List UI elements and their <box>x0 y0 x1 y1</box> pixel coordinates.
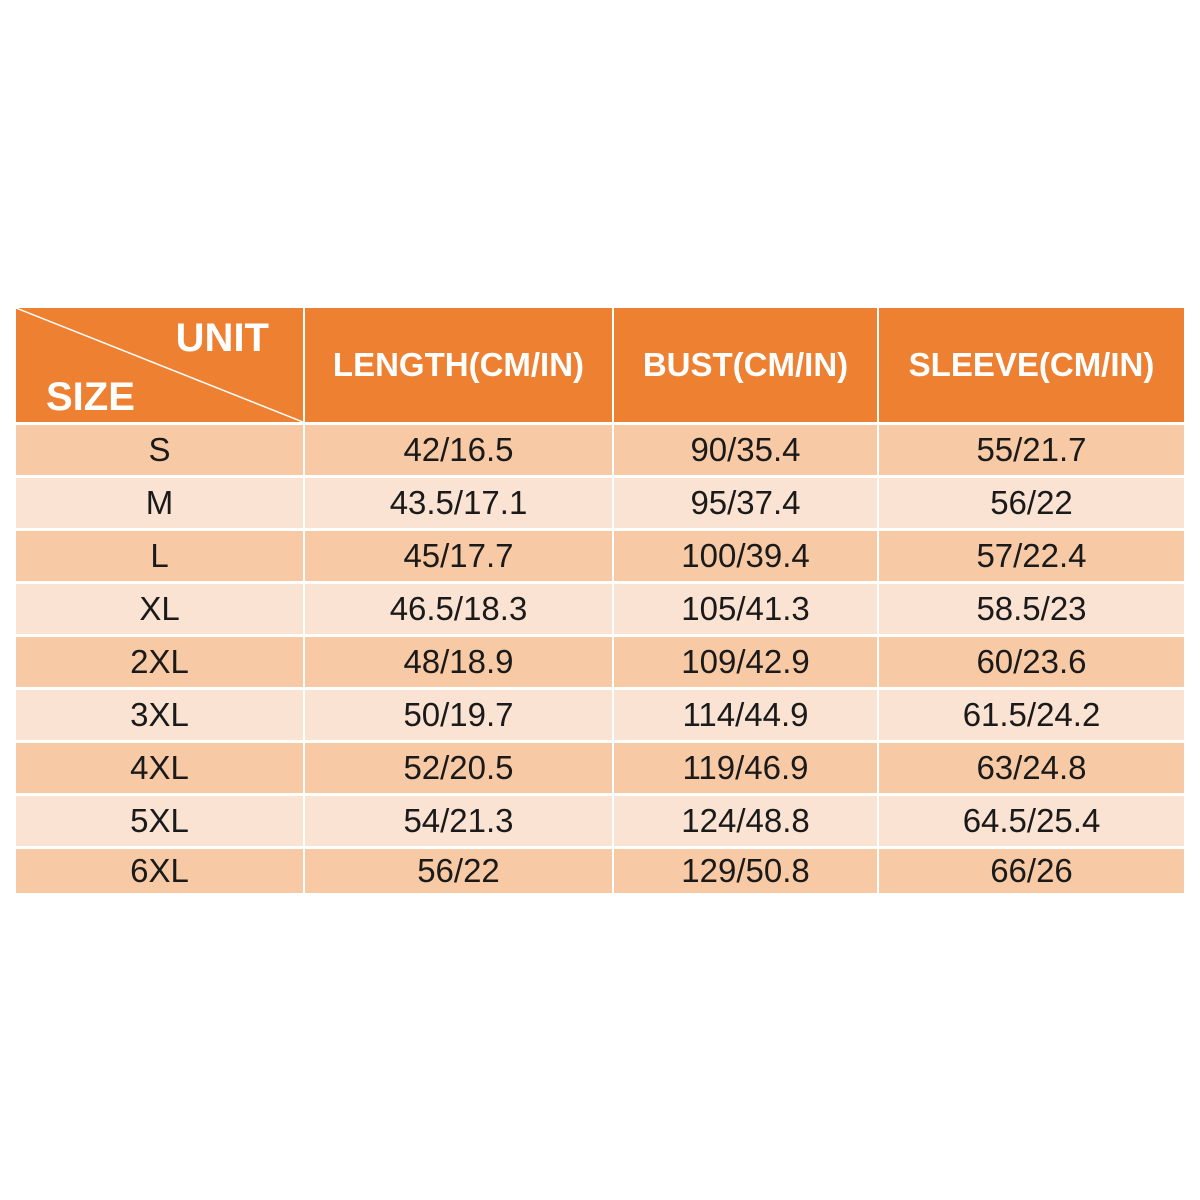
table-row <box>16 424 1184 477</box>
cell-length: 54/21.3 <box>304 795 613 848</box>
corner-header-cell <box>16 308 304 424</box>
column-header-bust: BUST(CM/IN) <box>613 308 878 424</box>
cell-sleeve: 58.5/23 <box>878 583 1184 636</box>
column-header-length: LENGTH(CM/IN) <box>304 308 613 424</box>
cell-size: M <box>16 477 304 530</box>
cell-sleeve: 66/26 <box>878 848 1184 894</box>
cell-bust: 124/48.8 <box>613 795 878 848</box>
cell-size: 3XL <box>16 689 304 742</box>
cell-length: 42/16.5 <box>304 424 613 477</box>
table-row <box>16 742 1184 795</box>
cell-bust: 100/39.4 <box>613 530 878 583</box>
cell-size: 5XL <box>16 795 304 848</box>
cell-size: L <box>16 530 304 583</box>
table-row <box>16 530 1184 583</box>
cell-length: 43.5/17.1 <box>304 477 613 530</box>
cell-sleeve: 61.5/24.2 <box>878 689 1184 742</box>
cell-bust: 119/46.9 <box>613 742 878 795</box>
cell-size: XL <box>16 583 304 636</box>
cell-sleeve: 55/21.7 <box>878 424 1184 477</box>
cell-bust: 114/44.9 <box>613 689 878 742</box>
cell-length: 48/18.9 <box>304 636 613 689</box>
corner-size-label: SIZE <box>46 375 135 419</box>
cell-length: 45/17.7 <box>304 530 613 583</box>
cell-bust: 109/42.9 <box>613 636 878 689</box>
cell-length: 46.5/18.3 <box>304 583 613 636</box>
cell-size: 2XL <box>16 636 304 689</box>
table-row <box>16 583 1184 636</box>
cell-sleeve: 63/24.8 <box>878 742 1184 795</box>
cell-length: 50/19.7 <box>304 689 613 742</box>
size-chart-table <box>16 308 1184 893</box>
table-row <box>16 689 1184 742</box>
cell-sleeve: 64.5/25.4 <box>878 795 1184 848</box>
column-header-sleeve: SLEEVE(CM/IN) <box>878 308 1184 424</box>
table-row <box>16 477 1184 530</box>
cell-bust: 129/50.8 <box>613 848 878 894</box>
corner-unit-label: UNIT <box>175 316 269 360</box>
cell-bust: 105/41.3 <box>613 583 878 636</box>
cell-size: S <box>16 424 304 477</box>
table-row <box>16 636 1184 689</box>
cell-size: 4XL <box>16 742 304 795</box>
cell-sleeve: 57/22.4 <box>878 530 1184 583</box>
cell-size: 6XL <box>16 848 304 894</box>
cell-bust: 90/35.4 <box>613 424 878 477</box>
table-row <box>16 795 1184 848</box>
cell-bust: 95/37.4 <box>613 477 878 530</box>
header-row <box>16 308 1184 424</box>
table-row <box>16 848 1184 894</box>
cell-length: 56/22 <box>304 848 613 894</box>
cell-length: 52/20.5 <box>304 742 613 795</box>
cell-sleeve: 60/23.6 <box>878 636 1184 689</box>
table-body <box>16 424 1184 894</box>
cell-sleeve: 56/22 <box>878 477 1184 530</box>
